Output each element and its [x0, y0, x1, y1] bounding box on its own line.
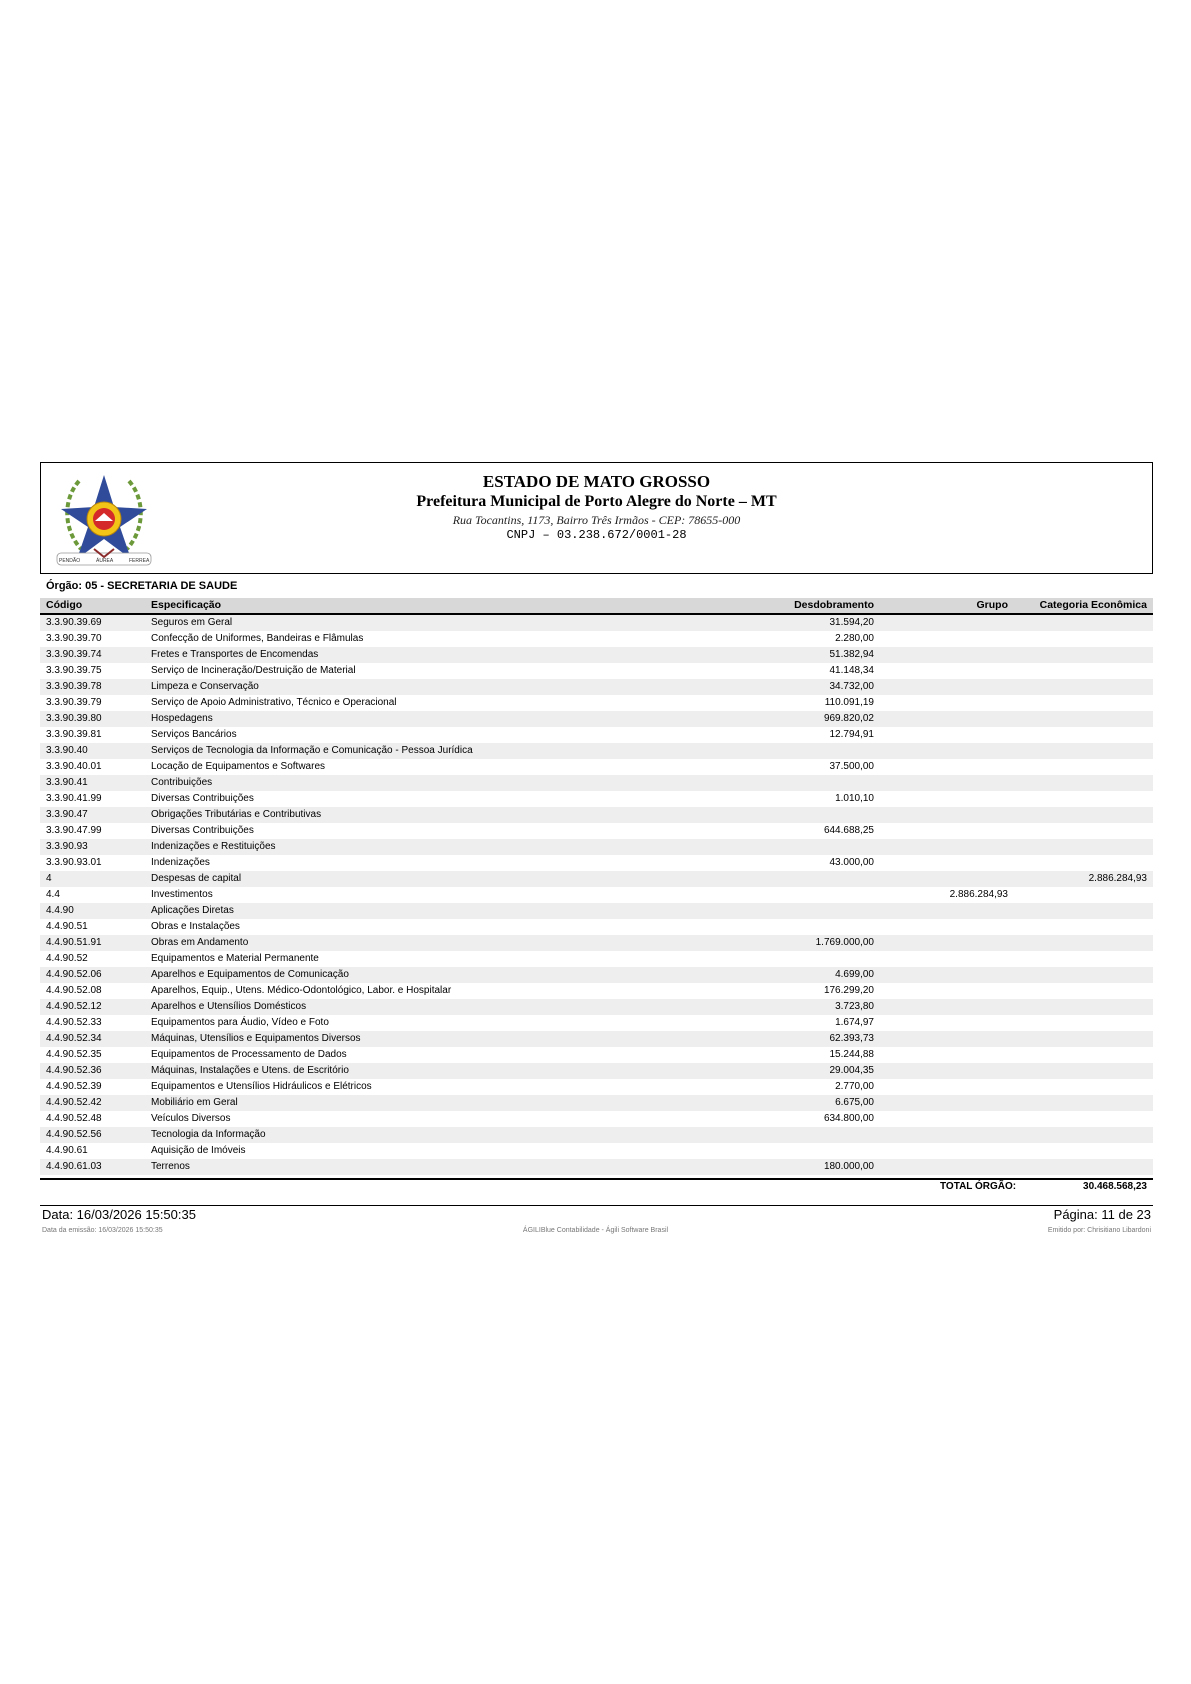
- cell-codigo: 3.3.90.39.74: [46, 649, 102, 660]
- cell-especificacao: Máquinas, Utensílios e Equipamentos Diversos: [151, 1033, 361, 1044]
- footer-emission-date: Data da emissão: 16/03/2026 15:50:35: [42, 1227, 163, 1234]
- cell-desdobramento: 2.770,00: [835, 1081, 874, 1092]
- table-row: [40, 887, 1153, 903]
- cell-categoria: 2.886.284,93: [1088, 873, 1147, 884]
- table-row: [40, 663, 1153, 679]
- expense-table: [40, 598, 1153, 1175]
- cnpj-line: CNPJ – 03.238.672/0001-28: [506, 528, 687, 542]
- report-header: [40, 462, 1153, 574]
- cell-codigo: 3.3.90.47: [46, 809, 88, 820]
- cell-desdobramento: 180.000,00: [823, 1161, 874, 1172]
- cell-codigo: 4.4.90: [46, 905, 74, 916]
- cell-especificacao: Obras em Andamento: [151, 937, 249, 948]
- table-row: [40, 759, 1153, 775]
- table-row: [40, 919, 1153, 935]
- cell-desdobramento: 6.675,00: [835, 1097, 874, 1108]
- cell-especificacao: Contribuições: [151, 777, 213, 788]
- cell-desdobramento: 176.299,20: [823, 985, 874, 996]
- cell-codigo: 3.3.90.39.69: [46, 617, 102, 628]
- cell-especificacao: Locação de Equipamentos e Softwares: [151, 761, 325, 772]
- cell-codigo: 3.3.90.39.80: [46, 713, 102, 724]
- cell-codigo: 3.3.90.39.70: [46, 633, 102, 644]
- table-row: [40, 823, 1153, 839]
- cell-especificacao: Tecnologia da Informação: [151, 1129, 266, 1140]
- cell-desdobramento: 15.244,88: [829, 1049, 874, 1060]
- cell-especificacao: Veículos Diversos: [151, 1113, 231, 1124]
- footer-issued-by: Emitido por: Chrisitiano Libardoni: [1047, 1227, 1151, 1234]
- cell-especificacao: Obrigações Tributárias e Contributivas: [151, 809, 322, 820]
- table-row: [40, 1079, 1153, 1095]
- table-row: [40, 1095, 1153, 1111]
- table-row: [40, 647, 1153, 663]
- cell-desdobramento: 969.820,02: [823, 713, 874, 724]
- cell-desdobramento: 31.594,20: [829, 617, 874, 628]
- cell-especificacao: Mobiliário em Geral: [151, 1097, 238, 1108]
- cell-codigo: 3.3.90.93: [46, 841, 88, 852]
- cell-codigo: 4.4.90.52.42: [46, 1097, 102, 1108]
- cell-desdobramento: 110.091,19: [824, 697, 874, 708]
- table-row: [40, 679, 1153, 695]
- cell-codigo: 4.4.90.52.35: [46, 1049, 102, 1060]
- cell-especificacao: Diversas Contribuições: [151, 793, 254, 804]
- cell-especificacao: Serviços de Tecnologia da Informação e Comunicação - Pessoa Jurídica: [151, 745, 473, 756]
- table-row: [40, 1159, 1153, 1175]
- cell-codigo: 4.4.90.51: [46, 921, 88, 932]
- cell-codigo: 4.4.90.51.91: [46, 937, 102, 948]
- cell-codigo: 4.4.90.52.34: [46, 1033, 102, 1044]
- table-row: [40, 1111, 1153, 1127]
- cell-codigo: 3.3.90.40.01: [46, 761, 102, 772]
- col-header-especificacao: Especificação: [151, 599, 222, 611]
- cell-especificacao: Aparelhos e Utensílios Domésticos: [151, 1001, 307, 1012]
- cell-desdobramento: 37.500,00: [829, 761, 874, 772]
- cell-desdobramento: 1.674,97: [835, 1017, 874, 1028]
- cell-desdobramento: 4.699,00: [835, 969, 874, 980]
- table-row: [40, 1031, 1153, 1047]
- cell-desdobramento: 644.688,25: [823, 825, 874, 836]
- cell-especificacao: Aparelhos, Equip., Utens. Médico-Odontológico, Labor. e Hospitalar: [151, 985, 452, 996]
- table-row: [40, 855, 1153, 871]
- orgao-title: Órgão: 05 - SECRETARIA DE SAUDE: [46, 580, 238, 592]
- cell-especificacao: Aplicações Diretas: [151, 905, 234, 916]
- footer-divider: [40, 1205, 1153, 1206]
- footer-page-number: Página: 11 de 23: [1053, 1207, 1151, 1222]
- table-row: [40, 839, 1153, 855]
- cell-codigo: 3.3.90.47.99: [46, 825, 102, 836]
- cell-especificacao: Despesas de capital: [151, 873, 242, 884]
- cell-codigo: 4.4.90.52.06: [46, 969, 102, 980]
- cell-codigo: 4.4.90.61: [46, 1145, 88, 1156]
- cell-codigo: 4.4.90.52.33: [46, 1017, 102, 1028]
- table-row: [40, 791, 1153, 807]
- cell-codigo: 3.3.90.41.99: [46, 793, 102, 804]
- svg-text:FERREA: FERREA: [129, 558, 150, 564]
- cell-desdobramento: 634.800,00: [823, 1113, 874, 1124]
- table-row: [40, 631, 1153, 647]
- prefeitura-title: Prefeitura Municipal de Porto Alegre do Norte – MT: [416, 493, 777, 510]
- table-row: [40, 1047, 1153, 1063]
- cell-especificacao: Equipamentos e Utensílios Hidráulicos e Elétricos: [151, 1081, 372, 1092]
- table-row: [40, 743, 1153, 759]
- table-row: [40, 807, 1153, 823]
- table-row: [40, 1127, 1153, 1143]
- table-header-row: [40, 598, 1153, 615]
- cell-especificacao: Equipamentos para Áudio, Vídeo e Foto: [151, 1017, 329, 1028]
- cell-codigo: 4.4.90.52.56: [46, 1129, 102, 1140]
- cell-codigo: 4.4.90.52.12: [46, 1001, 102, 1012]
- cell-codigo: 3.3.90.39.81: [46, 729, 102, 740]
- cell-codigo: 4.4.90.52: [46, 953, 88, 964]
- cell-especificacao: Máquinas, Instalações e Utens. de Escritório: [151, 1065, 349, 1076]
- cell-grupo: 2.886.284,93: [949, 889, 1008, 900]
- cell-codigo: 4.4.90.52.48: [46, 1113, 102, 1124]
- cell-especificacao: Hospedagens: [151, 713, 213, 724]
- cell-codigo: 4: [46, 873, 52, 884]
- table-row: [40, 1063, 1153, 1079]
- table-row: [40, 951, 1153, 967]
- total-value: 30.468.568,23: [1083, 1181, 1147, 1192]
- cell-codigo: 3.3.90.39.79: [46, 697, 102, 708]
- cell-codigo: 4.4.90.52.39: [46, 1081, 102, 1092]
- cell-codigo: 4.4.90.61.03: [46, 1161, 102, 1172]
- table-row: [40, 871, 1153, 887]
- table-row: [40, 711, 1153, 727]
- table-row: [40, 615, 1153, 631]
- cell-especificacao: Confecção de Uniformes, Bandeiras e Flâmulas: [151, 633, 364, 644]
- cell-especificacao: Fretes e Transportes de Encomendas: [151, 649, 319, 660]
- cell-codigo: 3.3.90.39.78: [46, 681, 102, 692]
- cell-especificacao: Equipamentos de Processamento de Dados: [151, 1049, 347, 1060]
- cell-especificacao: Obras e Instalações: [151, 921, 240, 932]
- table-row: [40, 695, 1153, 711]
- cell-codigo: 3.3.90.40: [46, 745, 88, 756]
- cell-especificacao: Serviço de Incineração/Destruição de Material: [151, 665, 356, 676]
- cell-especificacao: Serviços Bancários: [151, 729, 237, 740]
- cell-codigo: 4.4: [46, 889, 60, 900]
- footer-date: Data: 16/03/2026 15:50:35: [42, 1207, 196, 1222]
- table-row: [40, 983, 1153, 999]
- cell-especificacao: Diversas Contribuições: [151, 825, 254, 836]
- cell-especificacao: Equipamentos e Material Permanente: [151, 953, 319, 964]
- cell-codigo: 4.4.90.52.36: [46, 1065, 102, 1076]
- table-bottom-rule: [40, 1178, 1153, 1180]
- table-row: [40, 775, 1153, 791]
- total-label: TOTAL ÓRGÃO:: [940, 1181, 1017, 1192]
- cell-especificacao: Aquisição de Imóveis: [151, 1145, 246, 1156]
- cell-desdobramento: 1.769.000,00: [815, 937, 874, 948]
- address-line: Rua Tocantins, 1173, Bairro Três Irmãos - CEP: 78655-000: [452, 513, 741, 527]
- cell-desdobramento: 3.723,80: [835, 1001, 874, 1012]
- table-row: [40, 1143, 1153, 1159]
- col-header-desdobramento: Desdobramento: [794, 599, 874, 611]
- cell-desdobramento: 29.004,35: [829, 1065, 874, 1076]
- cell-codigo: 3.3.90.93.01: [46, 857, 102, 868]
- table-row: [40, 967, 1153, 983]
- cell-desdobramento: 2.280,00: [835, 633, 874, 644]
- cell-desdobramento: 51.382,94: [829, 649, 874, 660]
- col-header-categoria: Categoria Econômica: [1039, 599, 1147, 611]
- table-row: [40, 999, 1153, 1015]
- cell-codigo: 4.4.90.52.08: [46, 985, 102, 996]
- cell-codigo: 3.3.90.41: [46, 777, 88, 788]
- cell-desdobramento: 1.010,10: [835, 793, 874, 804]
- cell-especificacao: Seguros em Geral: [151, 617, 233, 628]
- cell-desdobramento: 12.794,91: [829, 729, 874, 740]
- cell-codigo: 3.3.90.39.75: [46, 665, 102, 676]
- col-header-grupo: Grupo: [976, 599, 1008, 611]
- cell-especificacao: Indenizações e Restituições: [151, 841, 276, 852]
- cell-especificacao: Terrenos: [151, 1161, 190, 1172]
- cell-especificacao: Limpeza e Conservação: [151, 681, 259, 692]
- footer-software: ÁGILIBlue Contabilidade - Ágili Software Brasil: [522, 1227, 669, 1234]
- cell-especificacao: Indenizações: [151, 857, 210, 868]
- cell-especificacao: Investimentos: [151, 889, 213, 900]
- table-row: [40, 903, 1153, 919]
- col-header-codigo: Código: [46, 599, 83, 611]
- table-row: [40, 727, 1153, 743]
- cell-especificacao: Serviço de Apoio Administrativo, Técnico e Operacional: [151, 697, 397, 708]
- cell-desdobramento: 34.732,00: [829, 681, 874, 692]
- cell-desdobramento: 43.000,00: [829, 857, 874, 868]
- table-row: [40, 935, 1153, 951]
- svg-text:PENDÃO: PENDÃO: [59, 558, 81, 564]
- state-title: ESTADO DE MATO GROSSO: [482, 472, 711, 491]
- cell-desdobramento: 41.148,34: [829, 665, 874, 676]
- table-row: [40, 1015, 1153, 1031]
- cell-desdobramento: 62.393,73: [829, 1033, 874, 1044]
- svg-text:ÁUREA: ÁUREA: [96, 558, 114, 564]
- cell-especificacao: Aparelhos e Equipamentos de Comunicação: [151, 969, 349, 980]
